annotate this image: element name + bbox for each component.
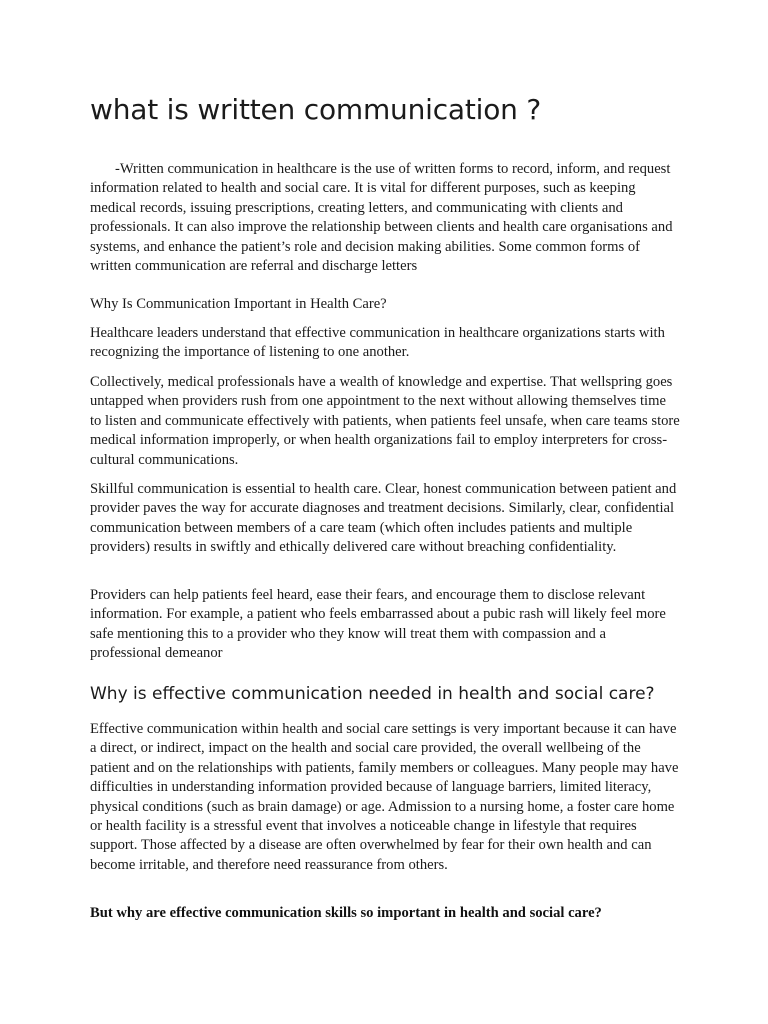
document-title: what is written communication ? bbox=[90, 93, 542, 126]
intro-paragraph: -Written communication in healthcare is the use of written forms to record, inform, and request information related to health and social care. It is vital for different purposes, such as keeping medical records, issuing prescriptions, creating letters, and communicating with clients and professionals. It can also improve the relationship between clients and health care organisations and systems, and enhance the patient’s role and decision making abilities. Some common forms of written communication are referral and discharge letters bbox=[90, 161, 673, 275]
paragraph-medical-professionals: Collectively, medical professionals have a wealth of knowledge and expertise. That wellspring goes untapped when providers rush from one appointment to the next without allowing themselves time to listen and communicate effectively with patients, when patients feel unsafe, when care teams store medical information improperly, or when health organizations fail to employ interpreters for cross-cultural communications. bbox=[90, 374, 680, 468]
heading-communication-skills-important: But why are effective communication skills so important in health and social care? bbox=[90, 905, 602, 921]
paragraph-skillful-communication: Skillful communication is essential to health care. Clear, honest communication between patient and provider paves the way for accurate diagnoses and treatment decisions. Similarly, clear, confidential communication between members of a care team (which often includes patients and multiple providers) results in swiftly and ethically delivered care without breaching confidentiality. bbox=[90, 481, 677, 556]
paragraph-effective-communication: Effective communication within health and social care settings is very important because it can have a direct, or indirect, impact on the health and social care provided, the overall wellbeing of the patient and on the relationships with patients, family members or colleagues. Many people may have difficulties in understanding information provided because of language barriers, limited literacy, physical conditions (such as brain damage) or age. Admission to a nursing home, a foster care home or health facility is a stressful event that involves a noticeable change in lifestyle that requires support. Those affected by a disease are often overwhelmed by fear for their own health and can become irritable, and therefore need reassurance from others. bbox=[90, 721, 679, 873]
subheading-why-communication-important: Why Is Communication Important in Health Care? bbox=[90, 296, 387, 312]
paragraph-healthcare-leaders: Healthcare leaders understand that effective communication in healthcare organizations starts with recognizing the importance of listening to one another. bbox=[90, 325, 665, 361]
heading-effective-communication-needed: Why is effective communication needed in health and social care? bbox=[90, 684, 655, 704]
paragraph-providers-help-patients: Providers can help patients feel heard, ease their fears, and encourage them to disclose relevant information. For example, a patient who feels embarrassed about a pubic rash will likely feel more safe mentioning this to a provider who they know will treat them with compassion and a professional demeanor bbox=[90, 587, 666, 662]
